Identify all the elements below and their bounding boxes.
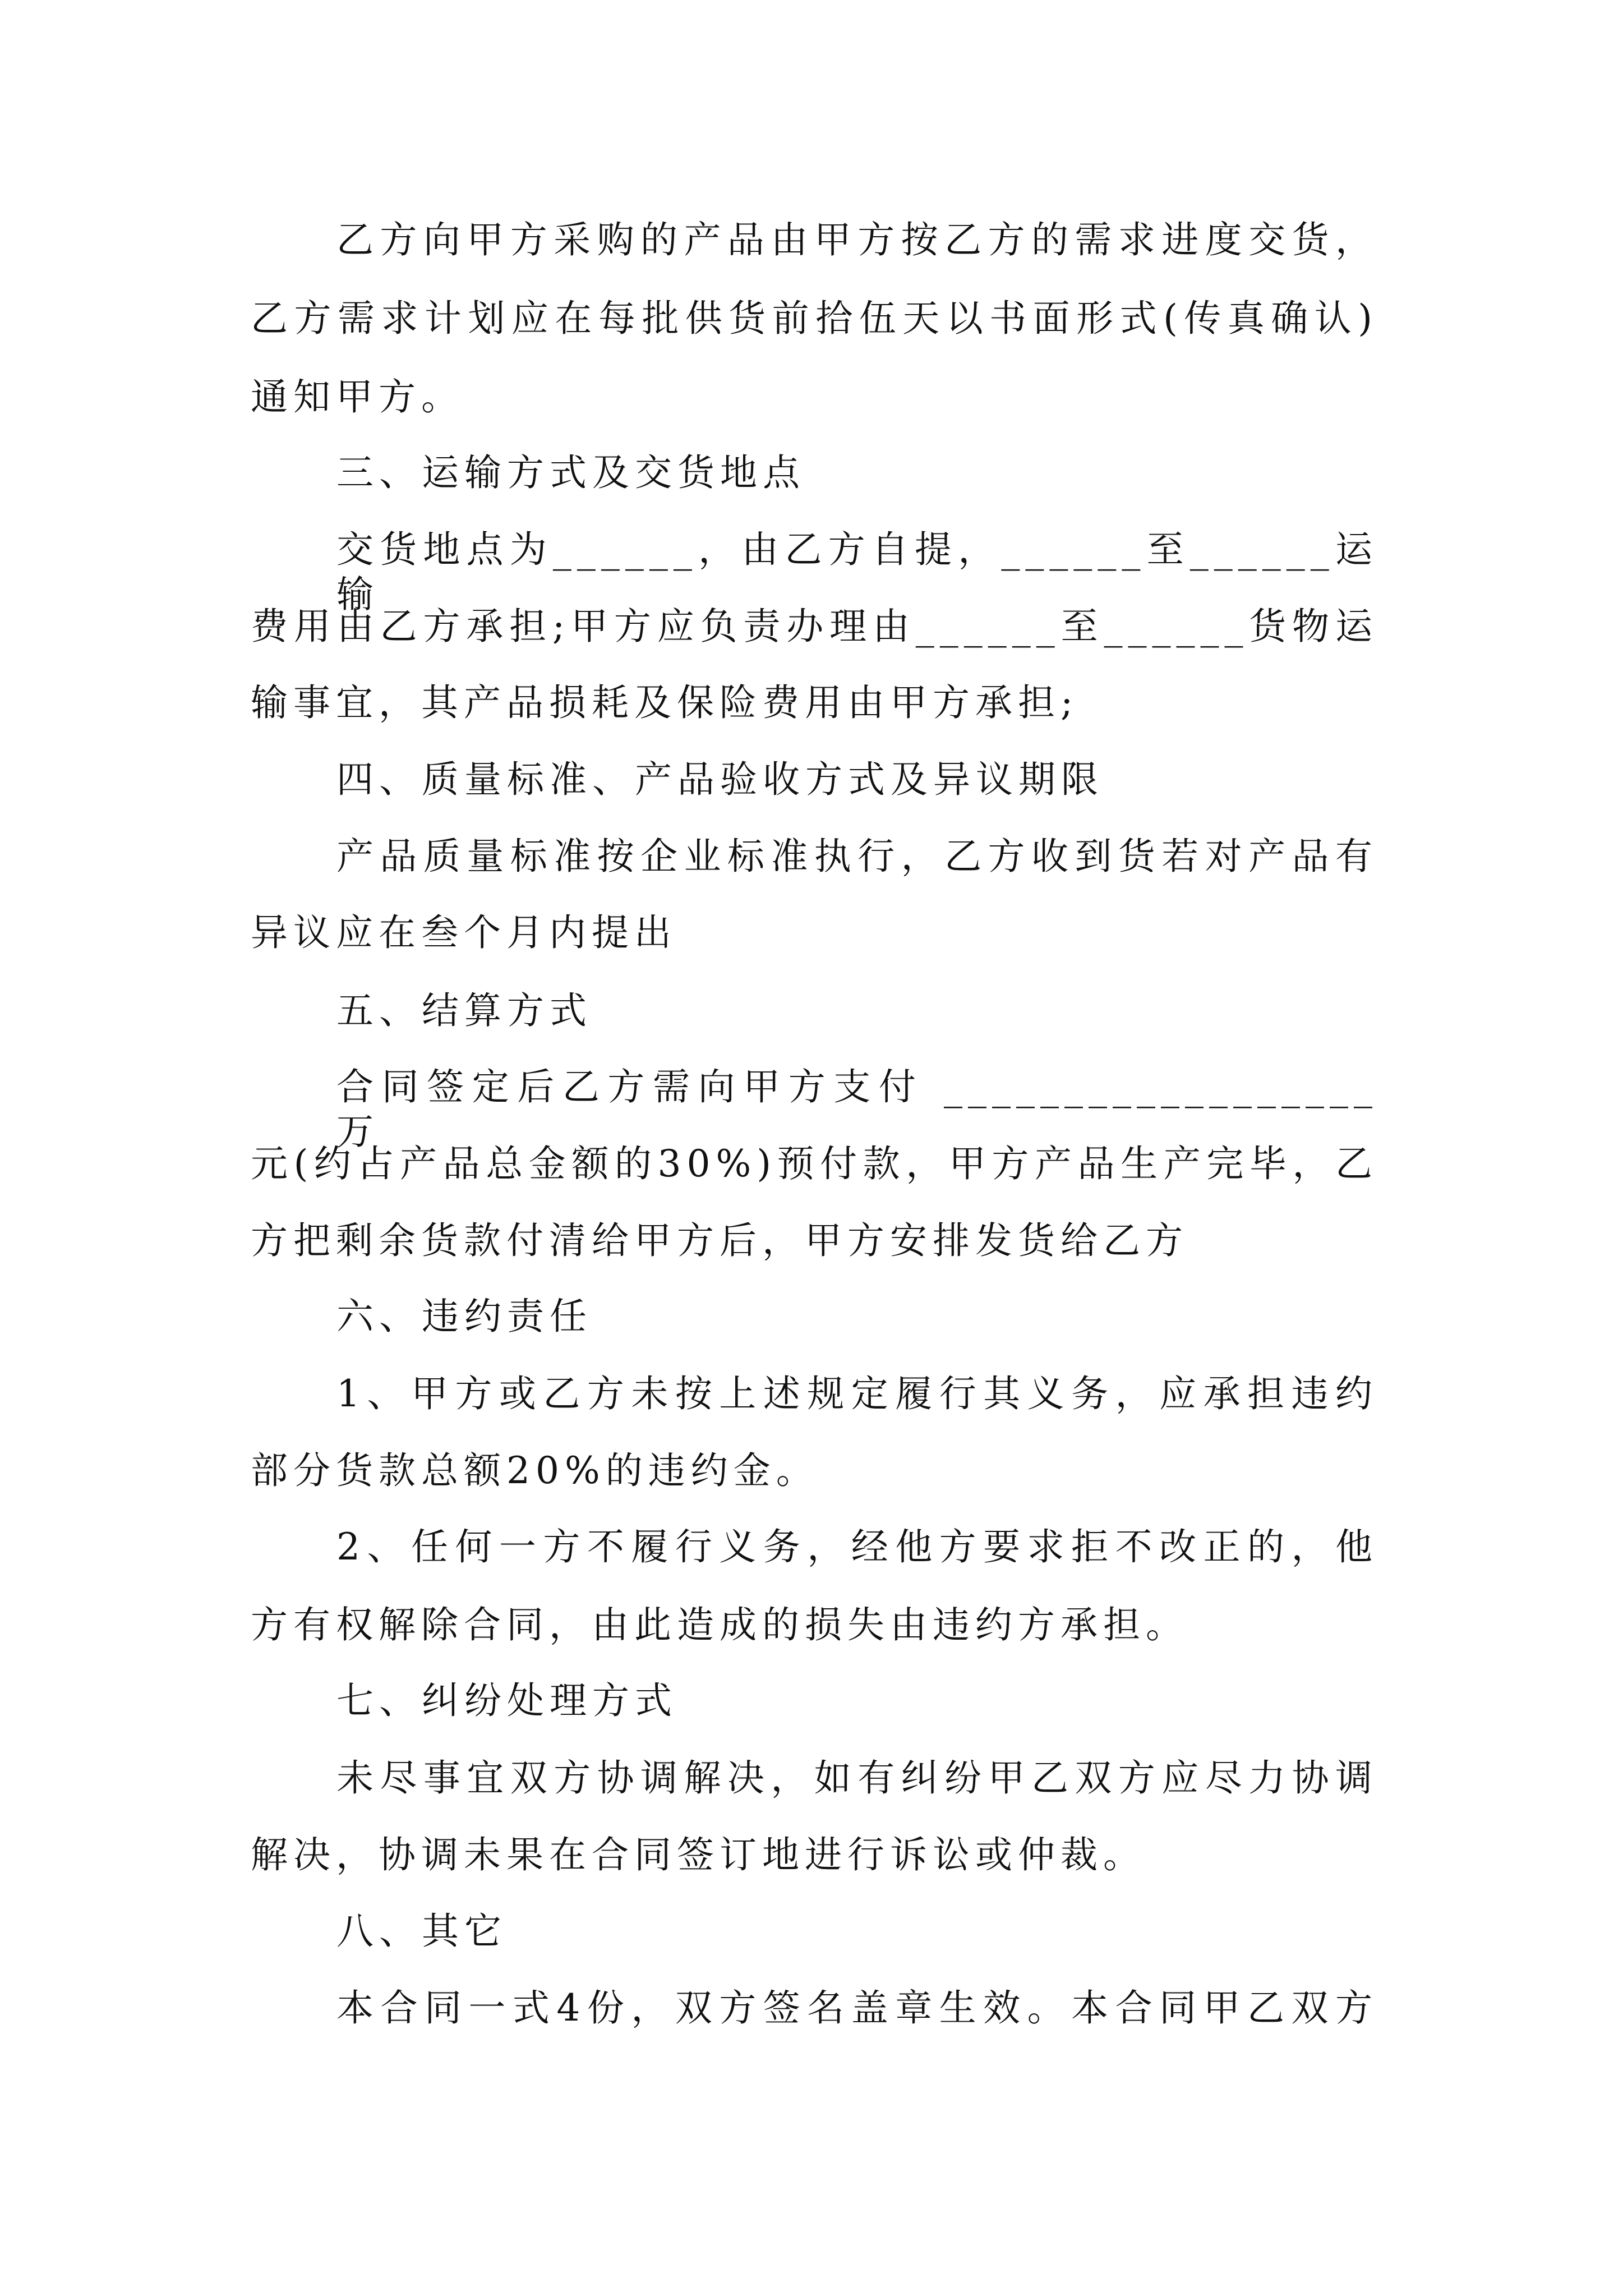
text-line: 解决，协调未果在合同签订地进行诉讼或仲裁。: [251, 1833, 1146, 1876]
section-heading: 五、结算方式: [336, 989, 592, 1032]
text-line: 异议应在叁个月内提出: [251, 911, 677, 954]
text-line: 产品质量标准按企业标准执行，乙方收到货若对产品有: [336, 835, 1378, 878]
text-line: 1、甲方或乙方未按上述规定履行其义务，应承担违约: [336, 1372, 1378, 1415]
text-line: 元(约占产品总金额的30%)预付款，甲方产品生产完毕，乙: [251, 1142, 1378, 1185]
section-heading: 六、违约责任: [336, 1295, 592, 1338]
text-line: 方把剩余货款付清给甲方后，甲方安排发货给乙方: [251, 1219, 1188, 1262]
text-line: 未尽事宜双方协调解决，如有纠纷甲乙双方应尽力协调: [336, 1756, 1378, 1800]
text-line: 通知甲方。: [251, 375, 464, 418]
section-heading: 三、运输方式及交货地点: [336, 451, 805, 494]
text-line: 本合同一式4份，双方签名盖章生效。本合同甲乙双方: [336, 1986, 1378, 2030]
text-line: 方有权解除合同，由此造成的损失由违约方承担。: [251, 1603, 1188, 1646]
text-line: 交货地点为______，由乙方自提，______至______运输: [336, 528, 1378, 616]
text-line: 乙方需求计划应在每批供货前拾伍天以书面形式(传真确认): [251, 297, 1378, 340]
section-heading: 七、纠纷处理方式: [336, 1679, 677, 1722]
text-line: 部分货款总额20%的违约金。: [251, 1449, 819, 1492]
section-heading: 四、质量标准、产品验收方式及异议期限: [336, 758, 1104, 801]
text-line: 费用由乙方承担;甲方应负责办理由______至______货物运: [251, 605, 1378, 648]
text-line: 2、任何一方不履行义务，经他方要求拒不改正的，他: [336, 1525, 1378, 1568]
text-line: 输事宜，其产品损耗及保险费用由甲方承担;: [251, 681, 1079, 724]
section-heading: 八、其它: [336, 1910, 507, 1953]
text-line: 合同签定后乙方需向甲方支付 __________________ 万: [336, 1065, 1378, 1153]
text-line: 乙方向甲方采购的产品由甲方按乙方的需求进度交货，: [336, 218, 1378, 261]
